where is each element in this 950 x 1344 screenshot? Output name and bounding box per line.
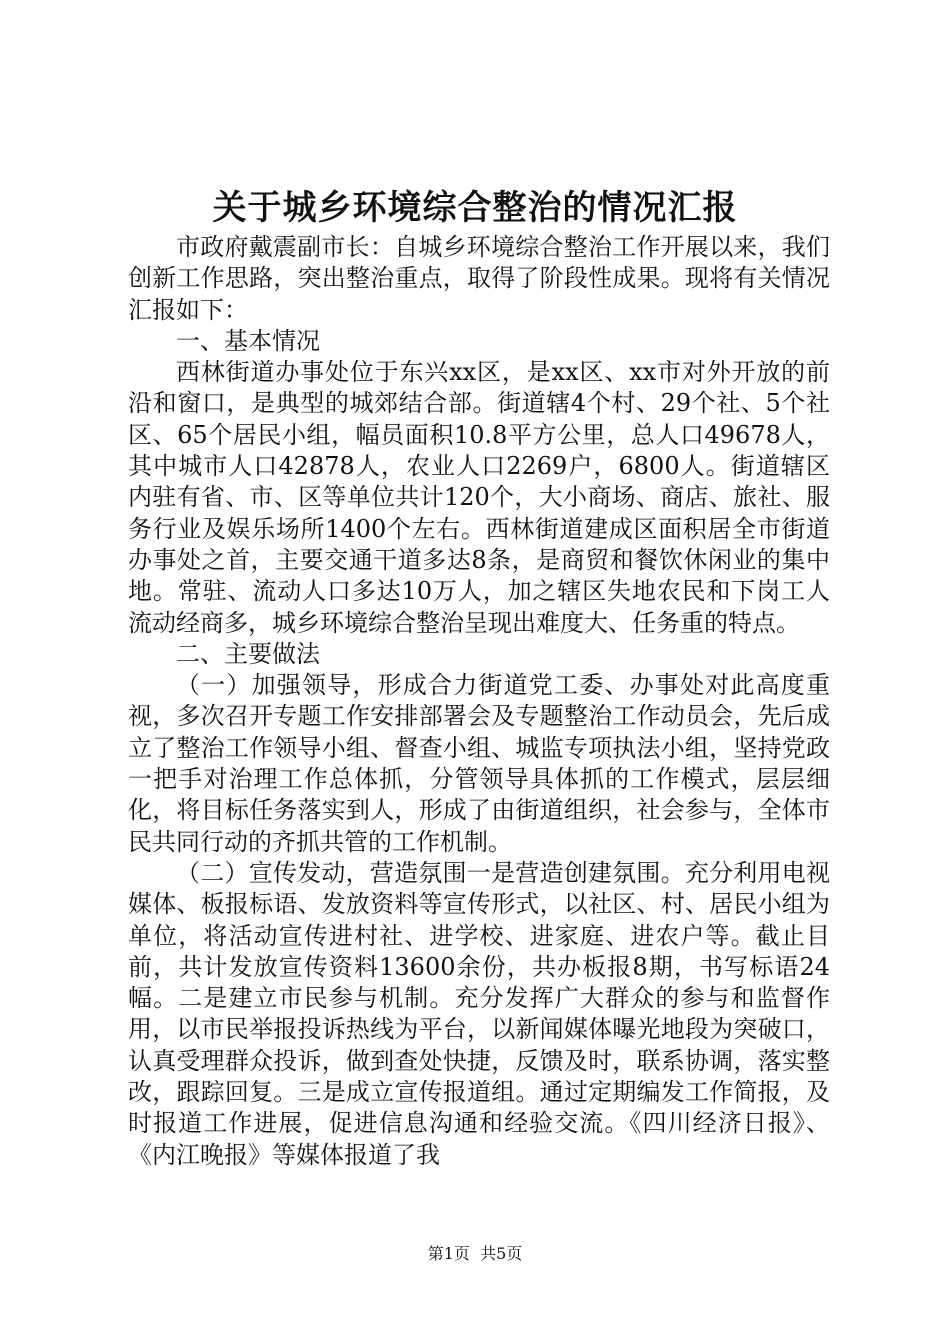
paragraph-greeting: 市政府戴震副市长：自城乡环境综合整治工作开展以来，我们创新工作思路，突出整治重点，取得了阶段性成果。现将有关情况汇报如下： (128, 233, 830, 324)
section-heading-basic-situation: 一、基本情况 (176, 326, 320, 355)
paragraph-leadership: （一）加强领导，形成合力街道党工委、办事处对此高度重视，多次召开专题工作安排部署会及专题整治工作动员会，先后成立了整治工作领导小组、督查小组、城监专项执法小组，坚持党政一把手对治理工作总体抓，分管领导具体抓的工作模式，层层细化，将目标任务落实到人，形成了由街道组织，社会参与，全体市民共同行动的齐抓共管的工作机制。 (128, 671, 830, 856)
section-heading-main-methods: 二、主要做法 (176, 639, 320, 668)
document-title: 关于城乡环境综合整治的情况汇报 (212, 188, 738, 228)
paragraph-basic-situation: 西林街道办事处位于东兴xx区，是xx区、xx市对外开放的前沿和窗口，是典型的城郊结合部。街道辖4个村、29个社、5个社区、65个居民小组，幅员面积10.8平方公里，总人口49678人，其中城市人口42878人，农业人口2269户，6800人。街道辖区内驻有省、市、区等单位共计120个，大小商场、商店、旅社、服务行业及娱乐场所1400个左右。西林街道建成区面积居全市街道办事处之首，主要交通干道多达8条，是商贸和餐饮休闲业的集中地。常驻、流动人口多达10万人，加之辖区失地农民和下岗工人流动经商多，城乡环境综合整治呈现出难度大、任务重的特点。 (128, 358, 830, 637)
paragraph-publicity: （二）宣传发动，营造氛围一是营造创建氛围。充分利用电视媒体、板报标语、发放资料等宣传形式，以社区、村、居民小组为单位，将活动宣传进村社、进学校、进家庭、进农户等。截止目前，共计发放宣传资料13600余份，共办板报8期，书写标语24幅。二是建立市民参与机制。充分发挥广大群众的参与和监督作用，以市民举报投诉热线为平台，以新闻媒体曝光地段为突破口，认真受理群众投诉，做到查处快捷，反馈及时，联系协调，落实整改，跟踪回复。三是成立宣传报道组。通过定期编发工作简报，及时报道工作进展，促进信息沟通和经验交流。《四川经济日报》、《内江晚报》等媒体报道了我 (128, 858, 830, 1169)
page-number: 第1页 (427, 1244, 470, 1263)
page-footer (0, 1242, 950, 1266)
page-total: 共5页 (480, 1244, 523, 1263)
document-body (128, 232, 830, 1171)
